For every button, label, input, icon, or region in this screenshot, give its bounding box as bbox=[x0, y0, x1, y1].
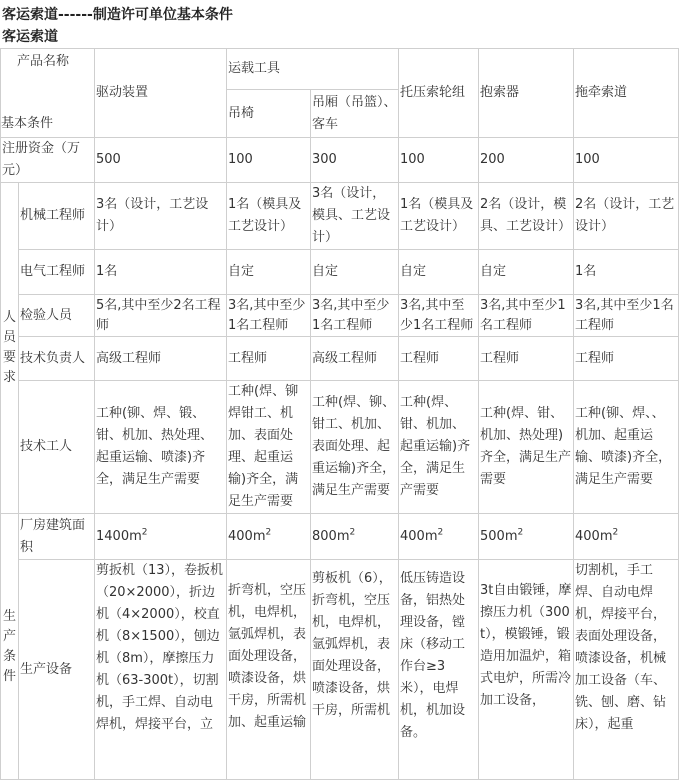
tech-lead-value: 高级工程师 bbox=[311, 337, 399, 381]
tech-worker-value: 工种(铆、焊、锻、钳、机加、热处理、起重运输、喷漆)齐全，满足生产需要 bbox=[95, 381, 227, 514]
mech-engineer-label: 机械工程师 bbox=[19, 183, 95, 250]
area-value: $800m^2$ bbox=[311, 514, 399, 560]
capital-value: 300 bbox=[311, 138, 399, 183]
col-drive: 驱动装置 bbox=[95, 49, 227, 138]
inspector-value: 5名,其中至少2名工程师 bbox=[95, 295, 227, 337]
elec-engineer-value: 1名 bbox=[574, 250, 679, 295]
equipment-value: 低压铸造设备，铝热处理设备，镗床（移动工作台≥3米），电焊机，机加设备。 bbox=[399, 560, 479, 780]
elec-engineer-value: 自定 bbox=[227, 250, 311, 295]
mech-engineer-value: 3名（设计，模具、工艺设计） bbox=[311, 183, 399, 250]
equipment-value: 折弯机，空压机，电焊机，氩弧焊机，表面处理设备，喷漆设备，烘干房，所需机加、起重运输 bbox=[227, 560, 311, 780]
tech-worker-value: 工种(焊、铆焊钳工、机加、表面处理、起重运输)齐全，满足生产需要 bbox=[227, 381, 311, 514]
area-value: $400m^2$ bbox=[574, 514, 679, 560]
tech-worker-value: 工种(焊、钳、机加、热处理)齐全，满足生产需要 bbox=[479, 381, 574, 514]
tech-lead-value: 工程师 bbox=[399, 337, 479, 381]
capital-value: 200 bbox=[479, 138, 574, 183]
elec-engineer-label: 电气工程师 bbox=[19, 250, 95, 295]
equipment-value: 切割机，手工焊、自动电焊机，焊接平台，表面处理设备，喷漆设备，机械加工设备（车、铣、刨、磨、钻床），起重 bbox=[574, 560, 679, 780]
equipment-value: 3t自由锻锤，摩擦压力机（300t），模锻锤，锻造用加温炉，箱式电炉，所需冷加工设备， bbox=[479, 560, 574, 780]
col-tow: 拖牵索道 bbox=[574, 49, 679, 138]
col-chair: 吊椅 bbox=[227, 90, 311, 138]
capital-value: 100 bbox=[574, 138, 679, 183]
tech-worker-value: 工种(焊、钳、机加、起重运输)齐全，满足生产需要 bbox=[399, 381, 479, 514]
capital-value: 500 bbox=[95, 138, 227, 183]
tech-lead-value: 工程师 bbox=[227, 337, 311, 381]
inspector-value: 3名,其中至少1名工程师 bbox=[479, 295, 574, 337]
area-value: $400m^2$ bbox=[399, 514, 479, 560]
conditions-table bbox=[0, 48, 679, 780]
area-value: $500m^2$ bbox=[479, 514, 574, 560]
page-title: 客运索道------制造许可单位基本条件 bbox=[2, 7, 233, 23]
mech-engineer-value: 1名（模具及工艺设计） bbox=[227, 183, 311, 250]
tech-lead-label: 技术负责人 bbox=[19, 337, 95, 381]
area-label: 厂房建筑面积 bbox=[19, 514, 95, 560]
mech-engineer-value: 3名（设计，工艺设计） bbox=[95, 183, 227, 250]
capital-value: 100 bbox=[399, 138, 479, 183]
inspector-label: 检验人员 bbox=[19, 295, 95, 337]
mech-engineer-value: 2名（设计，工艺设计） bbox=[574, 183, 679, 250]
tech-lead-value: 工程师 bbox=[574, 337, 679, 381]
mech-engineer-value: 1名（模具及工艺设计） bbox=[399, 183, 479, 250]
mech-engineer-value: 2名（设计，模具、工艺设计） bbox=[479, 183, 574, 250]
tech-worker-label: 技术工人 bbox=[19, 381, 95, 514]
diagonal-header-cell bbox=[1, 49, 95, 138]
section-title: 客运索道 bbox=[2, 29, 58, 45]
col-grip: 抱索器 bbox=[479, 49, 574, 138]
production-group-label: 生产条件 bbox=[1, 514, 19, 780]
tech-worker-value: 工种(焊、铆、钳工、机加、表面处理、起重运输)齐全，满足生产需要 bbox=[311, 381, 399, 514]
inspector-value: 3名,其中至少1名工程师 bbox=[311, 295, 399, 337]
inspector-value: 3名,其中至少1名工程师 bbox=[227, 295, 311, 337]
equipment-label: 生产设备 bbox=[19, 560, 95, 780]
inspector-value: 3名,其中至少1名工程师 bbox=[399, 295, 479, 337]
area-value: $400m^2$ bbox=[227, 514, 311, 560]
capital-label: 注册资金（万元） bbox=[1, 138, 95, 183]
tech-worker-value: 工种(铆、焊、、机加、起重运输、喷漆)齐全，满足生产需要 bbox=[574, 381, 679, 514]
col-carrier: 运载工具 bbox=[227, 49, 399, 90]
product-name-label: 产品名称 bbox=[17, 54, 70, 69]
equipment-value: 剪板机（6），折弯机，空压机，电焊机，氩弧焊机，表面处理设备，喷漆设备，烘干房，所需机 bbox=[311, 560, 399, 780]
personnel-group-label: 人员要求 bbox=[1, 183, 19, 514]
capital-value: 100 bbox=[227, 138, 311, 183]
elec-engineer-value: 自定 bbox=[479, 250, 574, 295]
area-value: $1400m^2$ bbox=[95, 514, 227, 560]
tech-lead-value: 工程师 bbox=[479, 337, 574, 381]
elec-engineer-value: 自定 bbox=[311, 250, 399, 295]
col-pulley: 托压索轮组 bbox=[399, 49, 479, 138]
tech-lead-value: 高级工程师 bbox=[95, 337, 227, 381]
elec-engineer-value: 自定 bbox=[399, 250, 479, 295]
equipment-value: 剪扳机（13），卷扳机（20×2000），折边机（4×2000），校直机（8×1500），刨边机（8m），摩擦压力机（63-300t），切割机，手工焊、自动电焊机，焊接平台，立 bbox=[95, 560, 227, 780]
elec-engineer-value: 1名 bbox=[95, 250, 227, 295]
inspector-value: 3名,其中至少1名工程师 bbox=[574, 295, 679, 337]
basic-conditions-label: 基本条件 bbox=[1, 116, 54, 131]
col-cabin: 吊厢（吊篮）、客车 bbox=[311, 90, 399, 138]
